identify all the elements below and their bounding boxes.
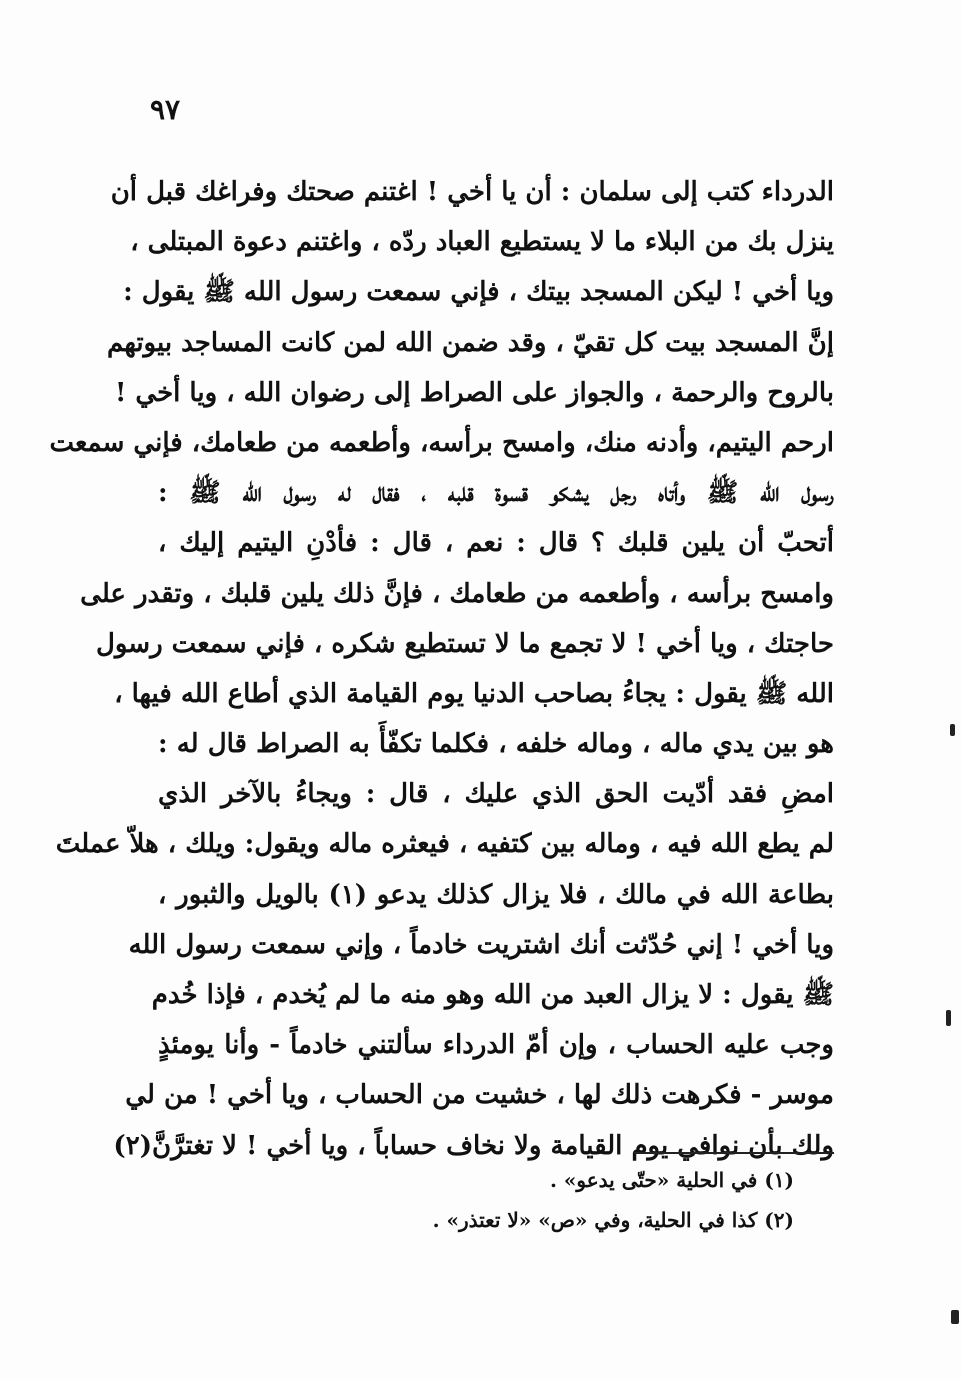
text-line: هو بين يدي ماله ، وماله خلفه ، فكلما تكفّأَ به الصراط قال له : bbox=[158, 729, 834, 760]
scan-edge-mark bbox=[946, 1010, 951, 1026]
text-line: ويا أخي ! ليكن المسجد بيتك ، فإني سمعت رسول الله ﷺ يقول : bbox=[123, 277, 834, 308]
text-line: رسول الله ﷺ وأتاه رجل يشكو قسوة قلبه ، فقال له رسول الله ﷺ : bbox=[158, 478, 834, 509]
text-line: امضِ فقد أدّيت الحق الذي عليك ، قال : ويجاءُ بالآخر الذي bbox=[158, 779, 834, 810]
text-line: أتحبّ أن يلين قلبك ؟ قال : نعم ، قال : فأدْنِ اليتيم إليك ، bbox=[158, 528, 834, 559]
text-line: ينزل بك من البلاء ما لا يستطيع العباد ردّه ، واغتنم دعوة المبتلى ، bbox=[130, 227, 834, 258]
page-number: ٩٧ bbox=[150, 93, 181, 126]
footnotes bbox=[158, 1160, 794, 1240]
text-line: بطاعة الله في مالك ، فلا يزال كذلك يدعو (١) بالويل والثبور ، bbox=[158, 879, 834, 910]
text-line: ارحم اليتيم، وأدنه منك، وامسح برأسه، وأطعمه من طعامك، فإني سمعت bbox=[49, 427, 834, 458]
text-line: لم يطع الله فيه ، وماله بين كتفيه ، فيعثره ماله ويقول: ويلك ، هلاّ عملتَ bbox=[55, 829, 834, 860]
footnote-item: (٢) كذا في الحلية، وفي «ص» «لا تعتذر» . bbox=[432, 1208, 794, 1232]
text-line: بالروح والرحمة ، والجواز على الصراط إلى رضوان الله ، ويا أخي ! bbox=[114, 377, 834, 408]
text-line: حاجتك ، ويا أخي ! لا تجمع ما لا تستطيع شكره ، فإني سمعت رسول bbox=[95, 628, 834, 659]
footnote-item: (١) في الحلية «حتّى يدعو» . bbox=[549, 1168, 794, 1192]
text-line: ويا أخي ! إني حُدّثت أنك اشتريت خادماً ، وإني سمعت رسول الله bbox=[128, 929, 834, 960]
body-text bbox=[49, 167, 834, 1171]
footnote-divider bbox=[634, 1152, 834, 1154]
scan-edge-mark bbox=[950, 724, 955, 736]
text-line: الله ﷺ يقول : يجاءُ بصاحب الدنيا يوم القيامة الذي أطاع الله فيها ، bbox=[114, 678, 834, 709]
text-line: وجب عليه الحساب ، وإن أمّ الدرداء سألتني خادماً - وأنا يومئذٍ bbox=[158, 1030, 834, 1061]
text-line: إنَّ المسجد بيت كل تقيّ ، وقد ضمن الله لمن كانت المساجد بيوتهم bbox=[107, 327, 834, 358]
text-line: الدرداء كتب إلى سلمان : أن يا أخي ! اغتنم صحتك وفراغك قبل أن bbox=[110, 177, 834, 207]
text-line: ﷺ يقول : لا يزال العبد من الله وهو منه ما لم يُخدم ، فإذا خُدم bbox=[151, 980, 834, 1010]
text-line: موسر - فكرهت ذلك لها ، خشيت من الحساب ، ويا أخي ! من لي bbox=[125, 1080, 834, 1111]
scan-edge-mark bbox=[951, 1310, 959, 1324]
text-line: وامسح برأسه ، وأطعمه من طعامك ، فإنَّ ذلك يلين قلبك ، وتقدر على bbox=[80, 578, 834, 609]
text-line: ولك بأن نوافي يوم القيامة ولا نخاف حساباً ، ويا أخي ! لا تغترَّنَّ(٢) bbox=[113, 1130, 834, 1161]
